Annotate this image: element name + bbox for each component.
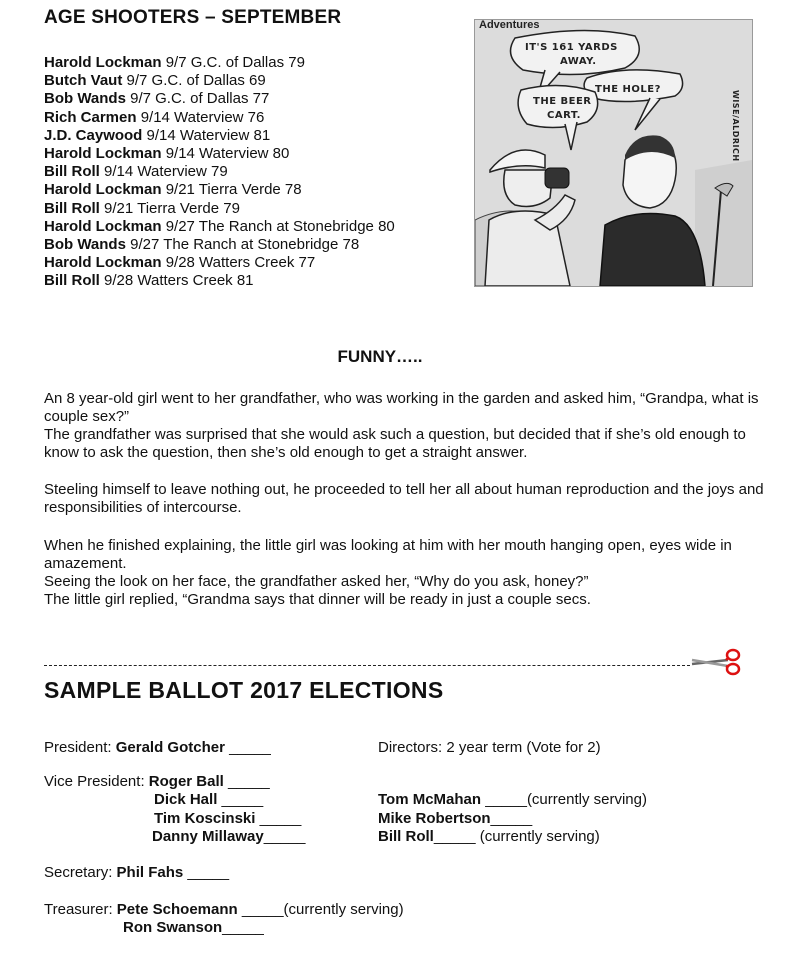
shooter-detail: 9/14 Waterview 80: [161, 144, 290, 162]
vote-blank: _____: [222, 919, 264, 936]
list-item: [44, 272, 395, 290]
candidate-name: Danny Millaway: [152, 828, 264, 845]
vote-blank: _____ (currently serving): [433, 828, 600, 845]
funny-story-block-1: [44, 390, 764, 462]
shooter-name: Bill Roll: [44, 199, 100, 217]
scissors-icon: [690, 646, 742, 676]
list-item: [44, 236, 395, 254]
vote-blank: _____: [223, 773, 270, 790]
story-paragraph: Steeling himself to leave nothing out, he proceeded to tell her all about human reproduction and the joys and responsibilities of intercourse.: [44, 481, 764, 516]
president-label: President:: [44, 739, 116, 756]
candidate-name: Roger Ball: [148, 773, 224, 790]
list-item: [44, 109, 395, 127]
comic-strip-image: [474, 19, 753, 287]
shooter-name: Bill Roll: [44, 272, 100, 290]
president-row: [44, 739, 271, 757]
shooter-name: Harold Lockman: [44, 144, 162, 162]
vp-label: Vice President:: [44, 773, 149, 790]
shooter-name: Bob Wands: [44, 235, 126, 253]
comic-bubble-1-line-2: AWAY.: [560, 56, 597, 67]
list-item: [44, 254, 395, 272]
comic-drawing: [475, 20, 752, 286]
shooter-detail: 9/14 Waterview 76: [136, 108, 265, 126]
secretary-label: Secretary:: [44, 864, 117, 881]
treasurer-row-1: [44, 901, 404, 919]
list-item: [44, 218, 395, 236]
list-item: [44, 127, 395, 145]
shooter-name: Bill Roll: [44, 163, 100, 181]
shooter-name: Harold Lockman: [44, 54, 162, 71]
shooter-detail: 9/27 The Ranch at Stonebridge 78: [125, 235, 360, 253]
vote-blank: _____: [217, 791, 264, 808]
shooter-name: Rich Carmen: [44, 108, 137, 126]
vp-row-1: [44, 773, 270, 791]
vp-row-4: [152, 828, 305, 846]
vp-row-3: [154, 810, 301, 828]
director-row-3: [378, 828, 600, 846]
list-item: [44, 163, 395, 181]
candidate-name: Phil Fahs: [116, 864, 184, 881]
comic-bubble-3-line-2: CART.: [547, 110, 581, 121]
comic-bubble-2: THE HOLE?: [595, 84, 661, 95]
director-row-1: [378, 791, 647, 809]
comic-bubble-1-line-1: IT'S 161 YARDS: [525, 42, 618, 53]
candidate-name: Dick Hall: [154, 791, 218, 808]
candidate-name: Mike Robertson: [378, 810, 491, 827]
shooter-detail: 9/21 Tierra Verde 79: [99, 199, 240, 217]
age-shooters-list: [44, 54, 395, 290]
story-paragraph: Seeing the look on her face, the grandfather asked her, “Why do you ask, honey?”: [44, 573, 589, 590]
story-paragraph: The grandfather was surprised that she would ask such a question, but decided that if she’s old enough to know to ask the question, then she’s old enough to get a straight answer.: [44, 426, 746, 461]
comic-bubble-3-line-1: THE BEER: [533, 96, 592, 107]
shooter-detail: 9/28 Watters Creek 81: [99, 272, 254, 290]
shooter-name: Butch Vaut: [44, 72, 123, 90]
treasurer-row-2: [123, 919, 264, 937]
candidate-name: Pete Schoemann: [116, 901, 238, 918]
shooter-detail: 9/14 Waterview 81: [142, 126, 271, 144]
shooter-detail: 9/21 Tierra Verde 78: [161, 181, 302, 199]
story-paragraph: The little girl replied, “Grandma says that dinner will be ready in just a couple secs.: [44, 591, 591, 608]
vote-blank: _____: [263, 828, 306, 845]
secretary-row: [44, 864, 229, 882]
vp-row-2: [154, 791, 263, 809]
shooter-name: J.D. Caywood: [44, 126, 143, 144]
shooter-name: Bob Wands: [44, 90, 126, 108]
cut-line-divider: [44, 665, 690, 666]
vote-blank: _____(currently serving): [481, 791, 647, 808]
vote-blank: _____: [490, 810, 533, 827]
list-item: [44, 200, 395, 218]
list-item: [44, 90, 395, 108]
vote-blank: _____(currently serving): [237, 901, 404, 918]
treasurer-label: Treasurer:: [44, 901, 117, 918]
candidate-name: Tom McMahan: [378, 791, 482, 808]
shooter-detail: 9/28 Watters Creek 77: [161, 254, 316, 272]
ballot-title: SAMPLE BALLOT 2017 ELECTIONS: [44, 677, 444, 703]
funny-story-block-2: [44, 481, 764, 517]
shooter-detail: 9/7 G.C. of Dallas 69: [122, 72, 266, 90]
list-item: [44, 181, 395, 199]
shooter-name: Harold Lockman: [44, 181, 162, 199]
vote-blank: _____: [224, 739, 271, 756]
shooter-detail: 9/7 G.C. of Dallas 79: [161, 54, 305, 71]
story-paragraph: An 8 year-old girl went to her grandfather, who was working in the garden and asked him, “Grandpa, what is couple sex?”: [44, 390, 759, 425]
director-row-2: [378, 810, 532, 828]
shooter-name: Harold Lockman: [44, 254, 162, 272]
vote-blank: _____: [183, 864, 230, 881]
story-paragraph: When he finished explaining, the little girl was looking at him with her mouth hanging open, eyes wide in amazement.: [44, 537, 732, 572]
shooter-detail: 9/7 G.C. of Dallas 77: [125, 90, 270, 108]
shooter-detail: 9/27 The Ranch at Stonebridge 80: [161, 217, 395, 235]
list-item: [44, 72, 395, 90]
candidate-name: Gerald Gotcher: [115, 739, 225, 756]
comic-signature: WISE/ALDRICH: [731, 90, 740, 162]
directors-heading: Directors: 2 year term (Vote for 2): [378, 739, 601, 756]
shooter-detail: 9/14 Waterview 79: [99, 163, 228, 181]
candidate-name: Bill Roll: [378, 828, 434, 845]
list-item: [44, 54, 395, 72]
vote-blank: _____: [255, 810, 302, 827]
funny-title: FUNNY…..: [337, 347, 423, 366]
funny-story-block-3: [44, 537, 764, 609]
age-shooters-title: AGE SHOOTERS – SEPTEMBER: [44, 7, 342, 28]
candidate-name: Tim Koscinski: [154, 810, 256, 827]
candidate-name: Ron Swanson: [123, 919, 223, 936]
shooter-name: Harold Lockman: [44, 217, 162, 235]
comic-title: Adventures: [479, 19, 540, 31]
list-item: [44, 145, 395, 163]
